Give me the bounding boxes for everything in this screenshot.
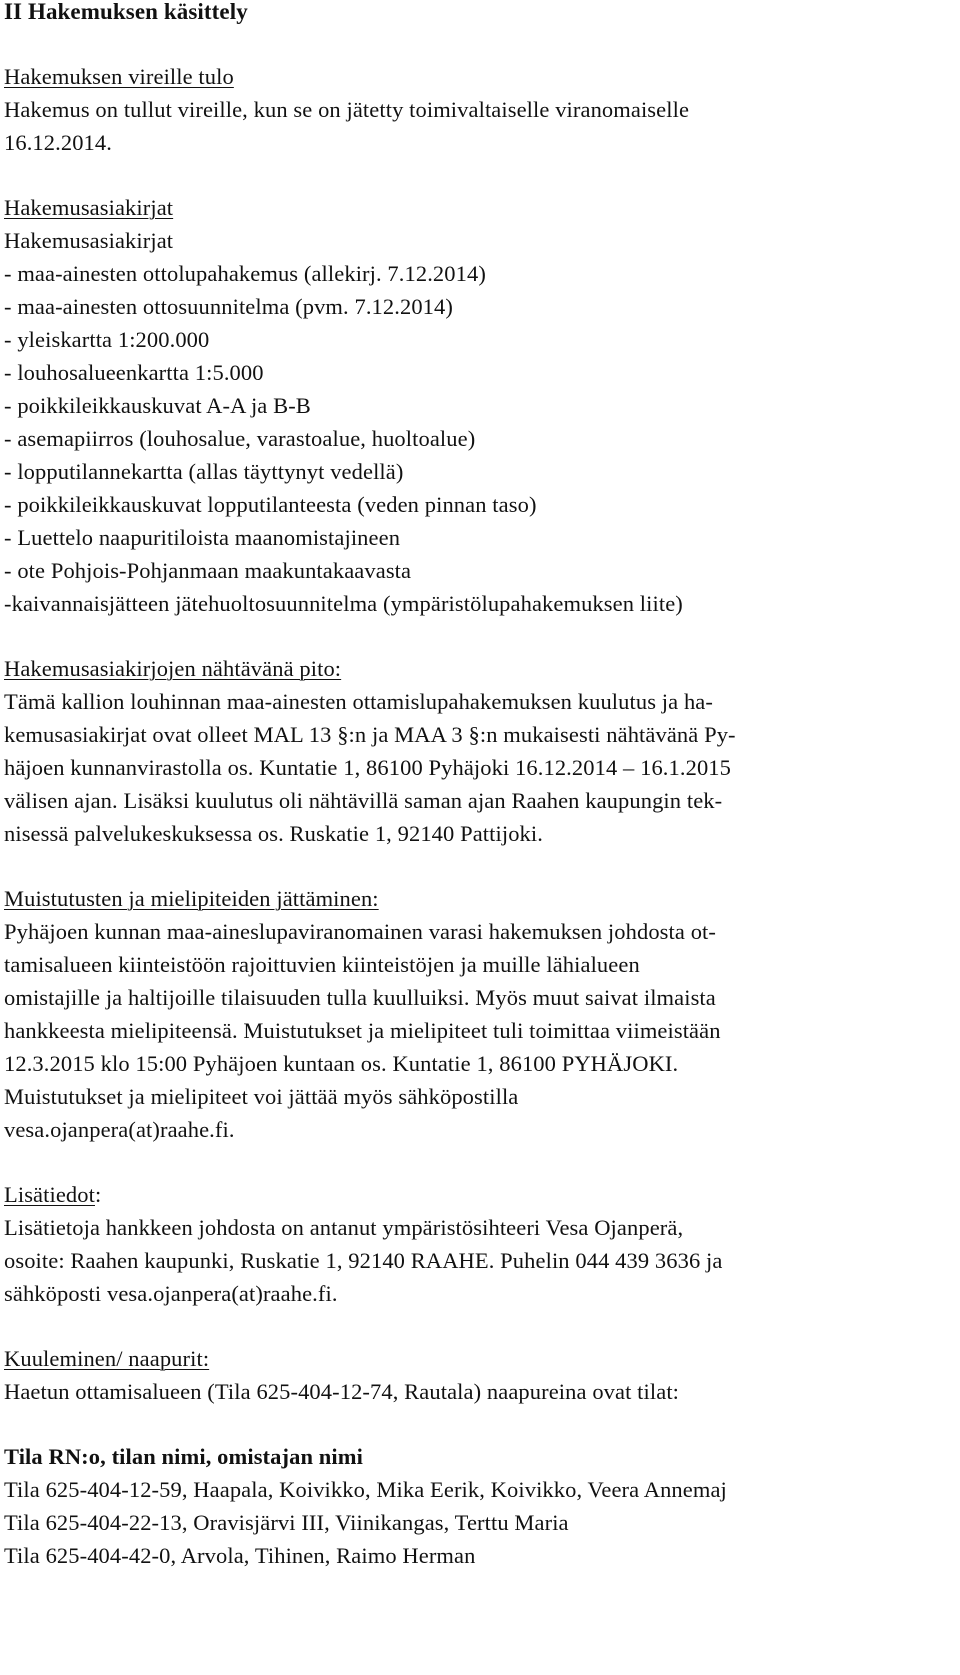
email-address: vesa.ojanpera(at)raahe.fi. xyxy=(4,1117,235,1142)
section-title-colon: : xyxy=(94,1182,102,1207)
paragraph-line: Lisätietoja hankkeen johdosta on antanut ympäristösihteeri Vesa Ojanperä, xyxy=(4,1215,684,1240)
list-item: - maa-ainesten ottosuunnitelma (pvm. 7.12.2014) xyxy=(4,294,453,319)
paragraph-line: sähköposti vesa.ojanpera(at)raahe.fi. xyxy=(4,1281,338,1306)
paragraph-line: välisen ajan. Lisäksi kuulutus oli nähtävillä saman ajan Raahen kaupungin tek- xyxy=(4,788,723,813)
section-title-lisatiedot: Lisätiedot xyxy=(4,1182,95,1207)
section-title-lisatiedot-row xyxy=(4,1180,101,1210)
section-title-asiakirjat: Hakemusasiakirjat xyxy=(4,195,174,220)
paragraph-line: 16.12.2014. xyxy=(4,130,112,155)
section-title-kuuleminen: Kuuleminen/ naapurit: xyxy=(4,1346,210,1371)
section-title-muistutukset: Muistutusten ja mielipiteiden jättäminen: xyxy=(4,886,379,911)
list-item: - poikkileikkauskuvat A-A ja B-B xyxy=(4,393,311,418)
paragraph-line: kemusasiakirjat ovat olleet MAL 13 §:n ja MAA 3 §:n mukaisesti nähtävänä Py- xyxy=(4,722,736,747)
list-item: Hakemusasiakirjat xyxy=(4,228,174,253)
paragraph-line: 12.3.2015 klo 15:00 Pyhäjoen kuntaan os. Kuntatie 1, 86100 PYHÄJOKI. xyxy=(4,1051,679,1076)
neighbour-table-header: Tila RN:o, tilan nimi, omistajan nimi xyxy=(4,1444,363,1469)
paragraph-line: hankkeesta mielipiteensä. Muistutukset ja mielipiteet tuli toimittaa viimeistään xyxy=(4,1018,721,1043)
paragraph-line: Muistutukset ja mielipiteet voi jättää myös sähköpostilla xyxy=(4,1084,519,1109)
list-item: - lopputilannekartta (allas täyttynyt vedellä) xyxy=(4,459,404,484)
paragraph-line: Tämä kallion louhinnan maa-ainesten ottamislupahakemuksen kuulutus ja ha- xyxy=(4,689,713,714)
list-item: - ote Pohjois-Pohjanmaan maakuntakaavasta xyxy=(4,558,412,583)
section-title-vireille: Hakemuksen vireille tulo xyxy=(4,64,234,89)
page-heading: II Hakemuksen käsittely xyxy=(4,0,248,24)
paragraph-line: häjoen kunnanvirastolla os. Kuntatie 1, 86100 Pyhäjoki 16.12.2014 – 16.1.2015 xyxy=(4,755,731,780)
list-item: - asemapiirros (louhosalue, varastoalue, huoltoalue) xyxy=(4,426,476,451)
paragraph-line: Haetun ottamisalueen (Tila 625-404-12-74, Rautala) naapureina ovat tilat: xyxy=(4,1379,680,1404)
list-item: -kaivannaisjätteen jätehuoltosuunnitelma (ympäristölupahakemuksen liite) xyxy=(4,591,683,616)
paragraph-line: tamisalueen kiinteistöön rajoittuvien kiinteistöjen ja muille lähialueen xyxy=(4,952,640,977)
neighbour-row: Tila 625-404-22-13, Oravisjärvi III, Viinikangas, Terttu Maria xyxy=(4,1510,569,1535)
list-item: - yleiskartta 1:200.000 xyxy=(4,327,210,352)
list-item: - maa-ainesten ottolupahakemus (allekirj. 7.12.2014) xyxy=(4,261,486,286)
list-item: - louhosalueenkartta 1:5.000 xyxy=(4,360,264,385)
list-item: - Luettelo naapuritiloista maanomistajineen xyxy=(4,525,401,550)
paragraph-line: nisessä palvelukeskuksessa os. Ruskatie 1, 92140 Pattijoki. xyxy=(4,821,543,846)
paragraph-line: osoite: Raahen kaupunki, Ruskatie 1, 92140 RAAHE. Puhelin 044 439 3636 ja xyxy=(4,1248,723,1273)
section-title-nahtavana: Hakemusasiakirjojen nähtävänä pito: xyxy=(4,656,342,681)
list-item: - poikkileikkauskuvat lopputilanteesta (veden pinnan taso) xyxy=(4,492,537,517)
neighbour-row: Tila 625-404-12-59, Haapala, Koivikko, Mika Eerik, Koivikko, Veera Annemaj xyxy=(4,1477,727,1502)
paragraph-line: omistajille ja haltijoille tilaisuuden tulla kuulluiksi. Myös muut saivat ilmaista xyxy=(4,985,716,1010)
paragraph-line: Pyhäjoen kunnan maa-aineslupaviranomainen varasi hakemuksen johdosta ot- xyxy=(4,919,716,944)
paragraph-line: Hakemus on tullut vireille, kun se on jätetty toimivaltaiselle viranomaiselle xyxy=(4,97,690,122)
neighbour-row: Tila 625-404-42-0, Arvola, Tihinen, Raimo Herman xyxy=(4,1543,476,1568)
